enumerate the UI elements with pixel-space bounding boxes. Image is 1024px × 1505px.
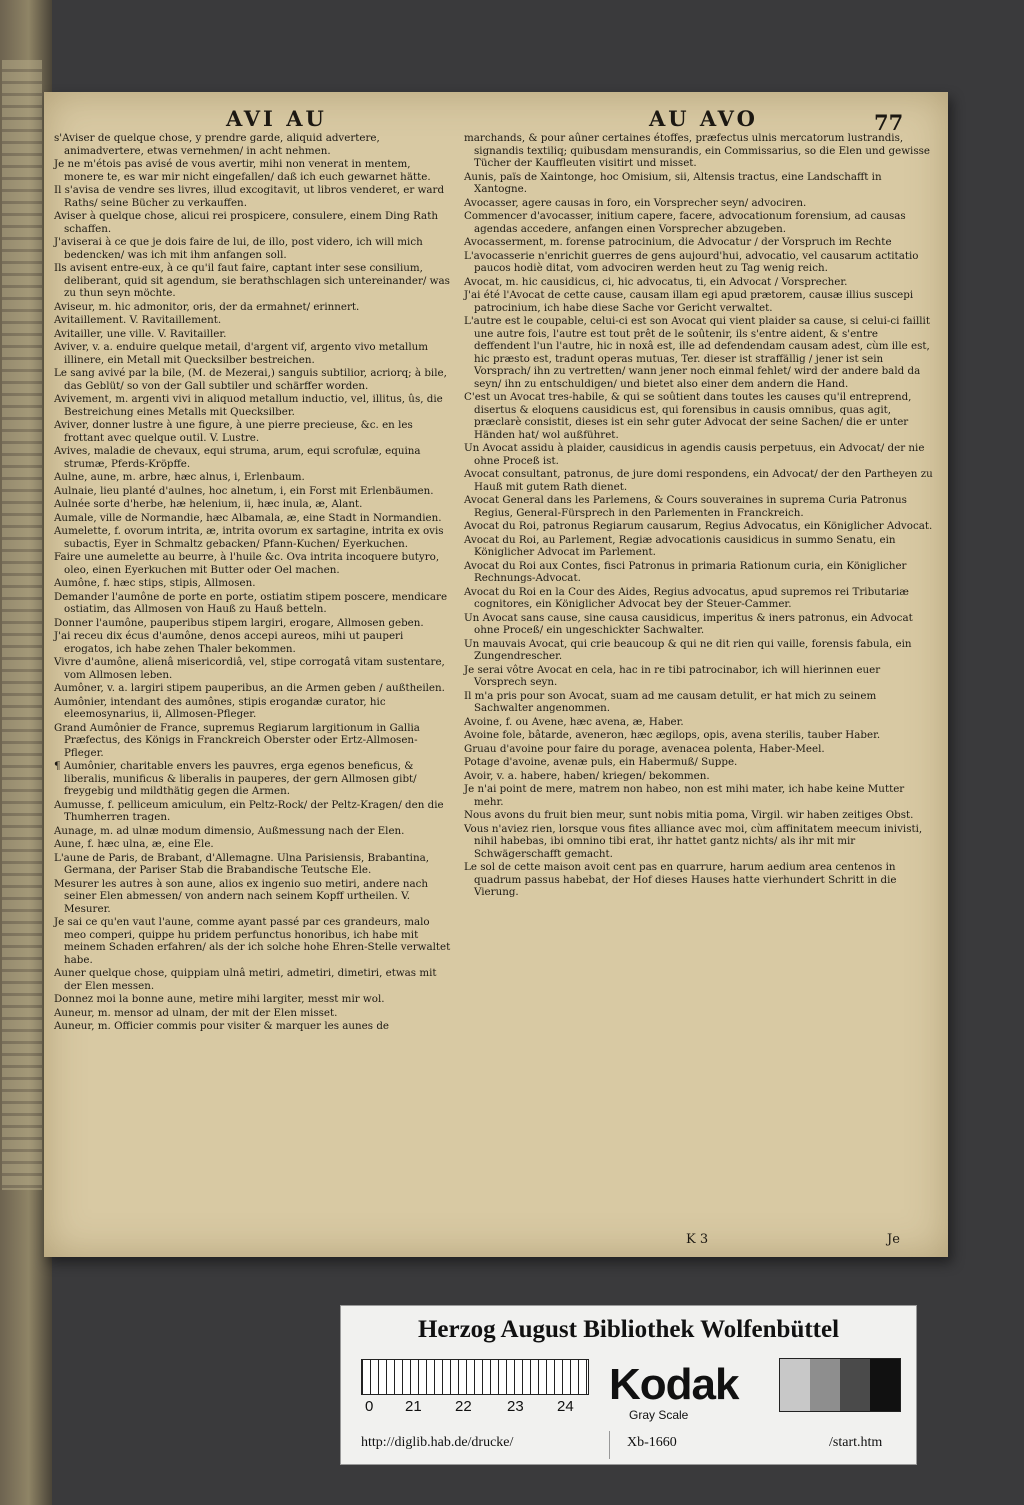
shelfmark: Xb-1660 (627, 1435, 677, 1450)
dictionary-entry: Avoine, f. ou Avene, hæc avena, æ, Haber. (464, 715, 684, 728)
scale-number: 24 (557, 1398, 574, 1415)
dictionary-entry: Aumusse, f. pelliceum amiculum, ein Peltz-Rock/ der Peltz-Kragen/ den die Thumherren tragen. (54, 798, 444, 823)
url-row (341, 1431, 916, 1459)
brand-logo: Kodak (609, 1360, 739, 1409)
dictionary-entry: Avitailler, une ville. V. Ravitailler. (54, 327, 227, 340)
dictionary-entry: Avocat du Roi, patronus Regiarum causarum, Regius Advocatus, ein Königlicher Advocat. (464, 520, 933, 532)
dictionary-entry: Auneur, m. Officier commis pour visiter & marquer les aunes de (54, 1020, 390, 1032)
dictionary-entry: Le sang avivé par la bile, (M. de Mezerai,) sanguis subtilior, acriorq; à bile, das Geblüt/ so von der Gall subtiler und schärffer worden. (54, 367, 447, 392)
dictionary-entry: Je n'ai point de mere, matrem non habeo, non est mihi mater, ich habe keine Mutter mehr. (464, 783, 905, 808)
dictionary-entry: Le sol de cette maison avoit cent pas en quarrure, harum aedium area centenos in quadrum passus habebat, der Hof dieses Hauses hatte vierhundert Schritt in die Vierung. (464, 861, 897, 898)
dictionary-entry: Aviseur, m. hic admonitor, oris, der da ermahnet/ erinnert. (54, 300, 360, 313)
dictionary-entry: Je sai ce qu'en vaut l'aune, comme ayant passé par ces grandeurs, malo meo comperi, quippe hu pridem perfunctus honoribus, ich habe mit meinem Schaden erfahren/ als der ich solche hohe Ehren-Stelle verwaltet habe. (54, 916, 451, 966)
dictionary-entry: Mesurer les autres à son aune, alios ex ingenio suo metiri, andere nach seiner Elen abmessen/ von andern nach seinem Kopff urtheilen. V. Mesurer. (54, 877, 429, 915)
dictionary-entry: Aumale, ville de Normandie, hæc Albamala, æ, eine Stadt in Normandien. (54, 511, 442, 524)
dictionary-entry: Aunis, païs de Xaintonge, hoc Omisium, sii, Altensis tractus, eine Landschafft in Xantogne. (464, 170, 882, 195)
dictionary-entry: Vivre d'aumône, alienâ misericordiâ, vel, stipe corrogatâ vitam sustentare, vom Allmosen leben. (54, 656, 445, 681)
dictionary-entry: Nous avons du fruit bien meur, sunt nobis mitia poma, Virgil. wir haben zeitiges Obst. (464, 809, 914, 821)
dictionary-entry: Auneur, m. mensor ad ulnam, der mit der Elen misset. (54, 1006, 338, 1019)
dictionary-entry: J'ai été l'Avocat de cette cause, causam illam egi apud prætorem, causæ illius suscepi patrocinium, ich habe diese Sache vor Gericht verwaltet. (464, 289, 914, 314)
dictionary-entry: Je serai vôtre Avocat en cela, hac in re tibi patrocinabor, ich will hierinnen euer Vorsprech seyn. (464, 663, 881, 688)
scale-number: 0 (365, 1398, 374, 1415)
dictionary-entry: Il s'avisa de vendre ses livres, illud excogitavit, ut libros venderet, er ward Raths/ seine Bücher zu verkauffen. (54, 184, 445, 209)
dictionary-entry: Avoine fole, bâtarde, aveneron, hæc ægilops, opis, avena sterilis, tauber Haber. (464, 729, 881, 741)
dictionary-entry: Avocat du Roi, au Parlement, Regiæ advocationis causidicus in summo Senatu, ein Königlicher Advocat im Parlement. (464, 533, 896, 558)
dictionary-entry: J'ai receu dix écus d'aumône, denos accepi aureos, mihi ut pauperi erogatos, ich habe zehen Thaler bekommen. (54, 630, 404, 655)
dictionary-entry: Je ne m'étois pas avisé de vous avertir, mihi non venerat in mentem, monere te, es war mir nicht eingefallen/ daß ich euch gewarnet hätte. (54, 158, 431, 183)
dictionary-entry: Avocat, m. hic causidicus, ci, hic advocatus, ti, ein Advocat / Vorsprecher. (464, 275, 848, 288)
dictionary-entry: Avocat General dans les Parlemens, & Cours souveraines in suprema Curia Patronus Regius, General-Fürsprech in den Parlementen in Franckreich. (464, 494, 907, 519)
dictionary-entry: J'aviserai à ce que je dois faire de lui, de illo, post videro, ich will mich bedencken/ was ich mit ihm anfangen soll. (54, 236, 423, 261)
ruler-bar (361, 1359, 589, 1395)
gray-scale-label: Gray Scale (629, 1408, 689, 1422)
signature-mark: K 3 (686, 1232, 709, 1247)
left-column (54, 132, 452, 1034)
dictionary-entry: Demander l'aumône de porte en porte, ostiatim stipem poscere, mendicare ostiatim, das Allmosen von Hauß zu Hauß betteln. (54, 590, 448, 615)
dictionary-entry: Aumônier, intendant des aumônes, stipis erogandæ curator, hic eleemosynarius, ii, Allmosen-Pfleger. (54, 695, 386, 720)
dictionary-entry: Donner l'aumône, pauperibus stipem largiri, erogare, Allmosen geben. (54, 616, 424, 629)
dictionary-entry: Aviser à quelque chose, alicui rei prospicere, consulere, einem Ding Rath schaffen. (54, 210, 438, 235)
gray-swatch (840, 1359, 870, 1411)
dictionary-entry: Aviver, v. a. enduire quelque metail, d'argent vif, argento vivo metallum illinere, ein Metall mit Quecksilber bestreichen. (54, 341, 429, 366)
scale-number: 21 (405, 1398, 422, 1415)
dictionary-entry: s'Aviser de quelque chose, y prendre garde, aliquid advertere, animadvertere, etwas vernehmen/ in acht nehmen. (54, 132, 380, 157)
gray-swatch (810, 1359, 840, 1411)
dictionary-entry: Aulne, aune, m. arbre, hæc alnus, i, Erlenbaum. (54, 471, 305, 483)
dictionary-entry: Commencer d'avocasser, initium capere, facere, advocationum forensium, ad causas agendas accedere, anfangen einen Vorsprecher abzugeben. (464, 210, 906, 235)
header-left: AVI AU (226, 106, 327, 131)
dictionary-entry: Avitaillement. V. Ravitaillement. (54, 314, 222, 326)
library-label-card (340, 1305, 917, 1465)
dictionary-entry: Un Avocat assidu à plaider, causidicus in agendis causis perpetuus, ein Advocat/ der nie ohne Proceß ist. (464, 442, 925, 467)
gray-swatch (870, 1359, 900, 1411)
dictionary-entry: L'autre est le coupable, celui-ci est son Avocat qui vient plaider sa cause, si celui-ci faillit une autre fois, l'autre est tout prêt de le soûtenir, ils s'entre aident, & s'entre deffendent l'un l'autre, hic in noxâ est, ille ad defendendam causam adest, cùm ille est, hic præsto est, tradunt operas mutuas, Ter. dieser ist straffällig / jener ist sein Vorsprach/ ihn zu vertretten/ wann jener noch einmal fehlet/ wird der andere bald da seyn/ ihn zu entschuldigen/ und bietet also einer dem andern die Hand. (464, 315, 930, 390)
dictionary-entry: Aviver, donner lustre à une figure, à une pierre precieuse, &c. en les frottant avec quelque outil. V. Lustre. (54, 419, 413, 444)
dictionary-entry: Grand Aumônier de France, supremus Regiarum largitionum in Gallia Præfectus, des Königs in Franckreich Oberster oder Ertz-Allmosen-Pfleger. (54, 721, 420, 759)
dictionary-entry: Avives, maladie de chevaux, equi struma, arum, equi scrofulæ, equina strumæ, Pferds-Kröpffe. (54, 445, 421, 470)
dictionary-entry: Un Avocat sans cause, sine causa causidicus, imperitus & iners patronus, ein Advocat ohne Proceß/ ein ungeschickter Sachwalter. (464, 611, 913, 636)
dictionary-entry: Avivement, m. argenti vivi in aliquod metallum inductio, vel, illitus, ûs, die Bestreichung eines Metalls mit Quecksilber. (54, 393, 443, 418)
dictionary-entry: Ils avisent entre-eux, à ce qu'il faut faire, captant inter sese consilium, deliberant, quid sit agendum, sie berathschlagen sich untereinander/ was zu thun seyn möchte. (54, 262, 450, 299)
dictionary-entry: Un mauvais Avocat, qui crie beaucoup & qui ne dit rien qui vaille, forensis fabula, ein Zungendrescher. (464, 637, 912, 662)
dictionary-entry: Vous n'aviez rien, lorsque vous fites alliance avec moi, cùm affinitatem meecum inivisti, nihil habebas, ibi omnino tibi erat, ihr hattet gantz nichts/ als ihr mit mir Schwägerschafft gemacht. (464, 822, 923, 860)
dictionary-entry: Aumelette, f. ovorum intrita, æ, intrita ovorum ex sartagine, intrita ex ovis subactis, Eyer in Schmaltz gebacken/ Pfann-Kuchen/ Eyerkuchen. (54, 525, 444, 550)
dictionary-entry: Avoir, v. a. habere, haben/ kriegen/ bekommen. (464, 769, 710, 782)
dictionary-entry: Potage d'avoine, avenæ puls, ein Habermuß/ Suppe. (464, 756, 738, 768)
dictionary-entry: Aunage, m. ad ulnæ modum dimensio, Außmessung nach der Elen. (54, 824, 405, 837)
page-number: 77 (874, 110, 904, 135)
dictionary-entry: Aumôner, v. a. largiri stipem pauperibus, an die Armen geben / außtheilen. (54, 682, 445, 694)
scale-number: 22 (455, 1398, 472, 1415)
gray-swatch (780, 1359, 810, 1411)
library-name: Herzog August Bibliothek Wolfenbüttel (417, 1316, 840, 1343)
dictionary-entry: Aune, f. hæc ulna, æ, eine Ele. (54, 838, 214, 850)
scale-number: 23 (507, 1398, 524, 1415)
dictionary-entry: Il m'a pris pour son Avocat, suam ad me causam detulit, er hat mich zu seinem Sachwalter angenommen. (464, 689, 877, 714)
right-column (464, 132, 936, 900)
dictionary-entry: C'est un Avocat tres-habile, & qui se soûtient dans toutes les causes qu'il entreprend, disertus & eloquens causidicus est, qui forensibus in causis omnibus, quas agit, præclarè consistit, dieses ist ein sehr guter Advocat der seine Sachen/ die er unter Händen hat/ wol außführet. (464, 391, 912, 441)
color-scale (361, 1354, 916, 1434)
dictionary-entry: Aumône, f. hæc stips, stipis, Allmosen. (54, 577, 256, 589)
book-page (44, 92, 948, 1257)
dictionary-entry: Faire une aumelette au beurre, à l'huile &c. Ova intrita incoquere butyro, oleo, einen Eyerkuchen mit Butter oder Oel machen. (54, 551, 440, 576)
url-link[interactable]: http://diglib.hab.de/drucke/ (361, 1435, 514, 1450)
dictionary-entry: Avocasserment, m. forense patrocinium, die Advocatur / der Vorspruch im Rechte (464, 236, 892, 248)
divider (609, 1431, 610, 1459)
dictionary-entry: L'aune de Paris, de Brabant, d'Allemagne. Ulna Parisiensis, Brabantina, Germana, der Pariser Stab die Brabandische Teutsche Ele. (54, 851, 429, 876)
dictionary-entry: Auner quelque chose, quippiam ulnâ metiri, admetiri, dimetiri, etwas mit der Elen messen. (54, 967, 437, 992)
catchword: Je (887, 1232, 900, 1247)
dictionary-entry: Aulnée sorte d'herbe, hæ helenium, ii, hæc inula, æ, Alant. (54, 498, 363, 510)
dictionary-entry: L'avocasserie n'enrichit guerres de gens aujourd'hui, advocatio, vel causarum actitatio paucos hodiè ditat, vom advociren werden heut zu Tag wenig reich. (464, 249, 919, 274)
ruler-ticks (362, 1360, 588, 1394)
gray-swatches (779, 1358, 901, 1412)
previous-page-text-strip (2, 60, 42, 1190)
dictionary-entry: ¶ Aumônier, charitable envers les pauvres, erga egenos beneficus, & liberalis, munificus & liberalis in pauperes, der gern Allmosen gibt/ freygebig und mildthätig gegen die Armen. (54, 760, 417, 797)
start-link[interactable]: /start.htm (829, 1435, 883, 1450)
dictionary-entry: Avocat consultant, patronus, de jure domi respondens, ein Advocat/ der den Partheyen zu Hauß mit gutem Rath dienet. (464, 468, 933, 493)
dictionary-entry: Avocat du Roi aux Contes, fisci Patronus in primaria Rationum curia, ein Königlicher Rechnungs-Advocat. (464, 559, 907, 584)
dictionary-entry: Avocat du Roi en la Cour des Aides, Regius advocatus, apud supremos rei Tributariæ cognitores, ein Königlicher Advocat bey der Steuer-Cammer. (464, 585, 909, 610)
dictionary-entry: Donnez moi la bonne aune, metire mihi largiter, messt mir wol. (54, 993, 385, 1005)
dictionary-entry: Aulnaie, lieu planté d'aulnes, hoc alnetum, i, ein Forst mit Erlenbäumen. (54, 484, 434, 497)
dictionary-entry: Gruau d'avoine pour faire du porage, avenacea polenta, Haber-Meel. (464, 742, 825, 755)
dictionary-entry: marchands, & pour aûner certaines étoffes, præfectus ulnis mercatorum lustrandis, signandis textiliq; quibusdam mensurandis, ein Commissarius, so die Elen und gewisse Tücher der Kauffleuten visitirt und misset. (464, 132, 930, 169)
dictionary-entry: Avocasser, agere causas in foro, ein Vorsprecher seyn/ advociren. (464, 196, 807, 209)
header-right: AU AVO (649, 106, 758, 131)
